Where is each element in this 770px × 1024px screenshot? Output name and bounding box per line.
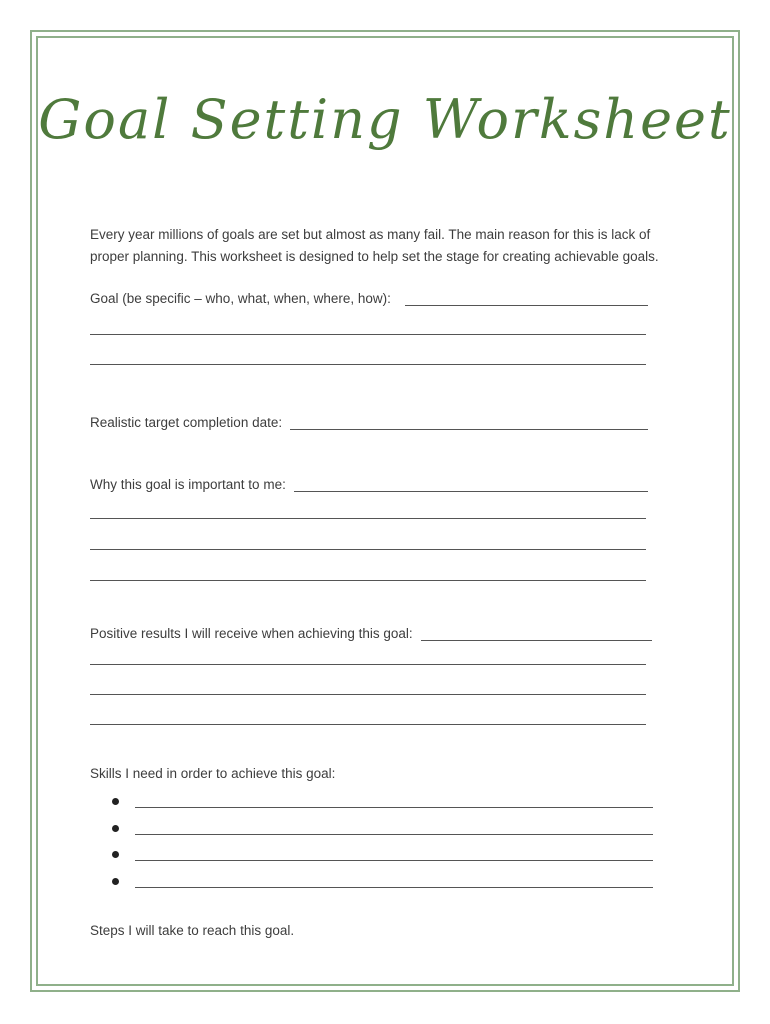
skill-item-3: [112, 845, 653, 861]
skill-blank-1[interactable]: [135, 795, 653, 808]
results-line-3[interactable]: [90, 694, 646, 695]
skills-label: Skills I need in order to achieve this goal:: [90, 766, 336, 781]
inner-border: [36, 36, 734, 986]
goal-field: [90, 286, 648, 306]
why-label: Why this goal is important to me:: [90, 477, 286, 492]
why-field: [90, 472, 648, 492]
skill-blank-4[interactable]: [135, 875, 653, 888]
why-line-4[interactable]: [90, 580, 646, 581]
bullet-icon: [112, 878, 119, 885]
why-blank[interactable]: [294, 477, 648, 492]
skill-blank-2[interactable]: [135, 822, 653, 835]
bullet-icon: [112, 798, 119, 805]
results-label: Positive results I will receive when achieving this goal:: [90, 626, 413, 641]
results-field: [90, 621, 652, 641]
steps-label: Steps I will take to reach this goal.: [90, 923, 295, 938]
skill-item-4: [112, 872, 653, 888]
goal-line-2[interactable]: [90, 334, 646, 335]
target-date-blank[interactable]: [290, 415, 648, 430]
why-line-2[interactable]: [90, 518, 646, 519]
skill-item-1: [112, 792, 653, 808]
results-line-2[interactable]: [90, 664, 646, 665]
target-date-label: Realistic target completion date:: [90, 415, 283, 430]
why-line-3[interactable]: [90, 549, 646, 550]
bullet-icon: [112, 825, 119, 832]
results-line-4[interactable]: [90, 724, 646, 725]
goal-line-3[interactable]: [90, 364, 646, 365]
bullet-icon: [112, 851, 119, 858]
worksheet-title: Goal Setting Worksheet: [38, 88, 732, 151]
goal-label: Goal (be specific – who, what, when, where, how):: [90, 291, 391, 306]
target-date-field: [90, 410, 648, 430]
skill-blank-3[interactable]: [135, 848, 653, 861]
goal-blank[interactable]: [405, 291, 648, 306]
skill-item-2: [112, 819, 653, 835]
intro-paragraph: Every year millions of goals are set but almost as many fail. The main reason for this is lack of proper planning. This worksheet is designed to help set the stage for creating achievable goals.: [90, 227, 659, 264]
results-blank[interactable]: [421, 626, 652, 641]
